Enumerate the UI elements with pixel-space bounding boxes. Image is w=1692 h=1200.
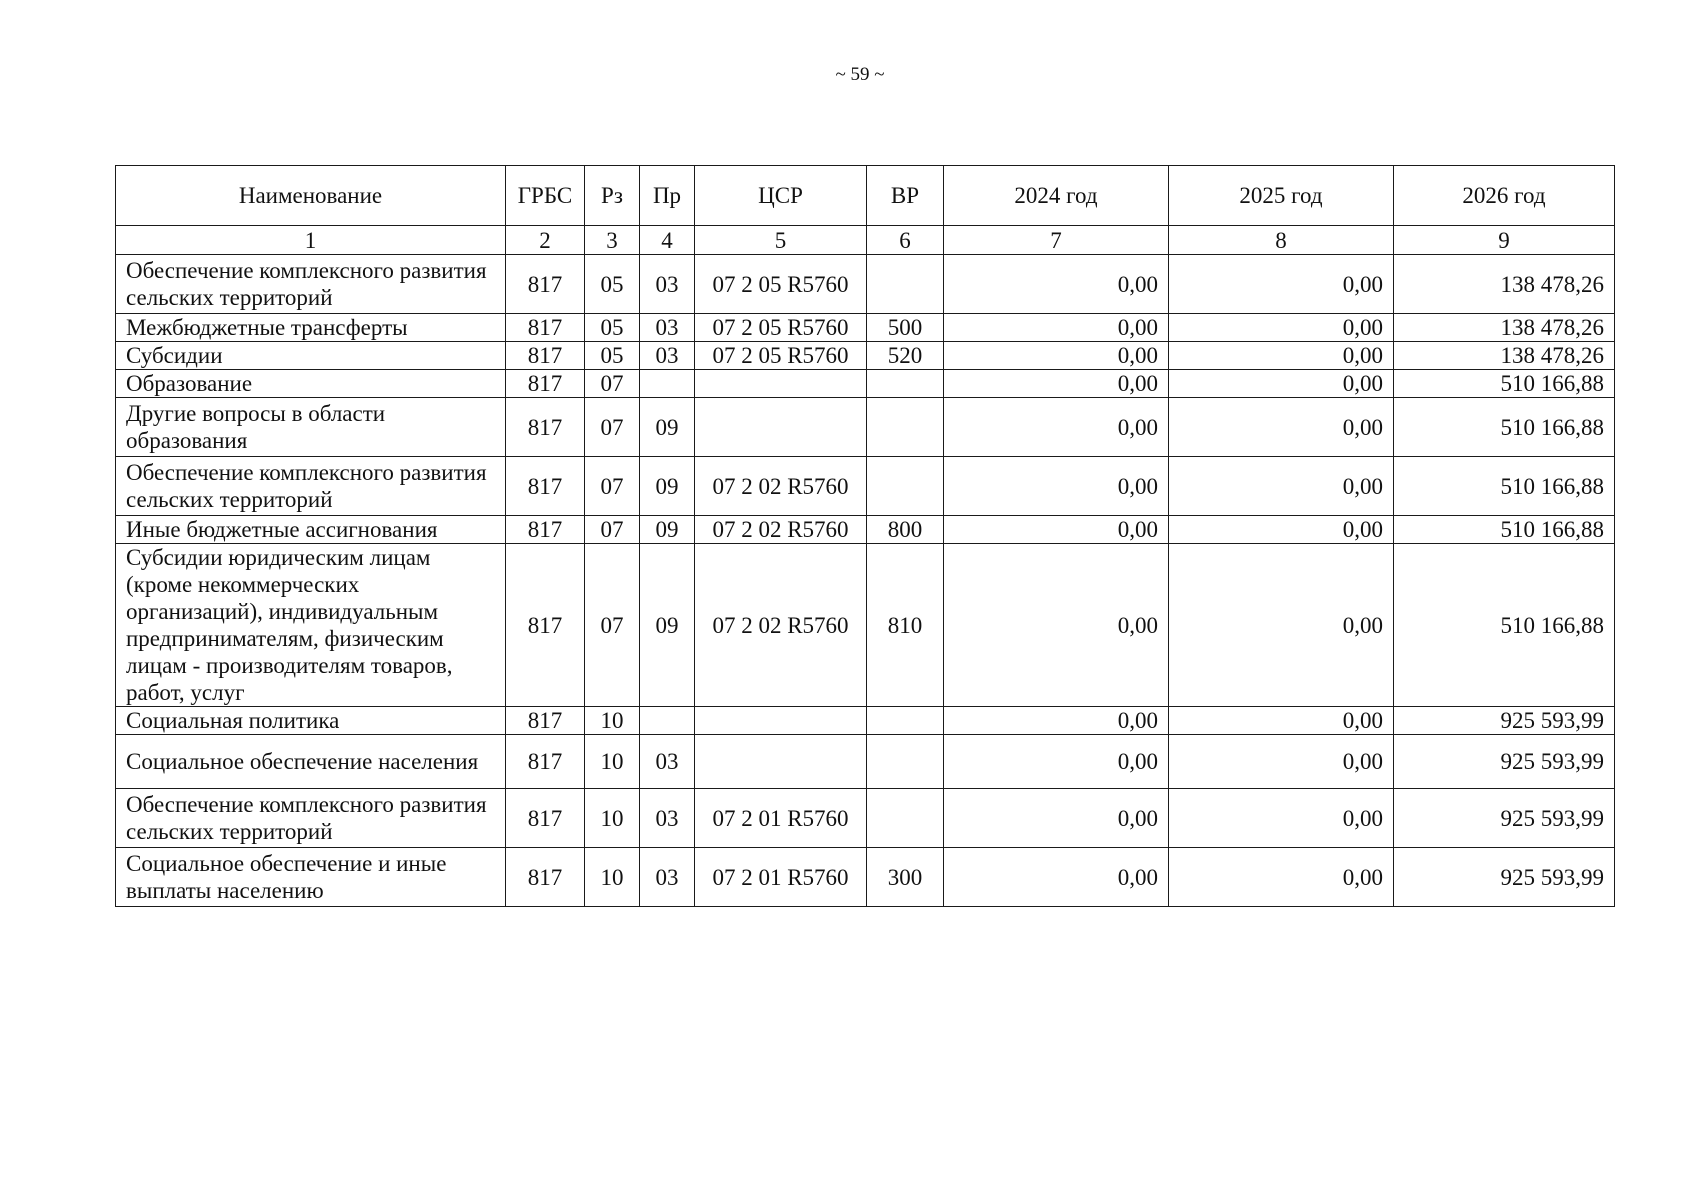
- row-name: Образование: [116, 370, 506, 398]
- row-name: Социальная политика: [116, 707, 506, 735]
- row-vr: 810: [867, 544, 944, 707]
- row-amount-2025: 0,00: [1169, 789, 1394, 848]
- row-name: Обеспечение комплексного развития сельских территорий: [116, 255, 506, 314]
- row-amount-2026: 510 166,88: [1394, 457, 1615, 516]
- header-vr: ВР: [867, 166, 944, 226]
- row-amount-2026: 138 478,26: [1394, 314, 1615, 342]
- row-rz: 07: [585, 457, 640, 516]
- header-grbs: ГРБС: [506, 166, 585, 226]
- row-vr: 500: [867, 314, 944, 342]
- page-number: ~ 59 ~: [835, 64, 885, 85]
- row-amount-2026: 510 166,88: [1394, 398, 1615, 457]
- row-amount-2025: 0,00: [1169, 544, 1394, 707]
- column-number: 5: [695, 226, 867, 255]
- row-rz: 07: [585, 516, 640, 544]
- row-csr: [695, 370, 867, 398]
- row-csr: [695, 398, 867, 457]
- row-rz: 10: [585, 735, 640, 789]
- row-vr: [867, 398, 944, 457]
- row-grbs: 817: [506, 342, 585, 370]
- table-row: [116, 342, 1615, 370]
- row-grbs: 817: [506, 707, 585, 735]
- row-vr: [867, 457, 944, 516]
- row-pr: 09: [640, 398, 695, 457]
- row-amount-2026: 510 166,88: [1394, 370, 1615, 398]
- column-number: 8: [1169, 226, 1394, 255]
- table-row: [116, 735, 1615, 789]
- row-rz: 05: [585, 342, 640, 370]
- header-2025: 2025 год: [1169, 166, 1394, 226]
- row-pr: [640, 707, 695, 735]
- row-rz: 10: [585, 707, 640, 735]
- column-number-row: [116, 226, 1615, 255]
- row-rz: 05: [585, 255, 640, 314]
- column-number: 9: [1394, 226, 1615, 255]
- row-pr: 03: [640, 735, 695, 789]
- row-csr: 07 2 05 R5760: [695, 314, 867, 342]
- row-rz: 05: [585, 314, 640, 342]
- header-name: Наименование: [116, 166, 506, 226]
- column-number: 7: [944, 226, 1169, 255]
- row-grbs: 817: [506, 789, 585, 848]
- row-csr: 07 2 01 R5760: [695, 789, 867, 848]
- row-pr: 09: [640, 544, 695, 707]
- row-vr: [867, 707, 944, 735]
- table-row: [116, 516, 1615, 544]
- row-name: Обеспечение комплексного развития сельских территорий: [116, 457, 506, 516]
- row-csr: 07 2 02 R5760: [695, 516, 867, 544]
- row-rz: 10: [585, 848, 640, 907]
- row-grbs: 817: [506, 735, 585, 789]
- column-number: 2: [506, 226, 585, 255]
- row-vr: [867, 370, 944, 398]
- header-rz: Рз: [585, 166, 640, 226]
- budget-table: [115, 165, 1615, 907]
- row-pr: 03: [640, 342, 695, 370]
- row-csr: 07 2 01 R5760: [695, 848, 867, 907]
- row-grbs: 817: [506, 457, 585, 516]
- table-row: [116, 398, 1615, 457]
- row-csr: 07 2 05 R5760: [695, 255, 867, 314]
- row-amount-2024: 0,00: [944, 255, 1169, 314]
- row-amount-2024: 0,00: [944, 370, 1169, 398]
- row-amount-2025: 0,00: [1169, 457, 1394, 516]
- row-amount-2026: 510 166,88: [1394, 544, 1615, 707]
- row-grbs: 817: [506, 314, 585, 342]
- row-csr: [695, 707, 867, 735]
- row-amount-2026: 510 166,88: [1394, 516, 1615, 544]
- row-grbs: 817: [506, 848, 585, 907]
- table-row: [116, 314, 1615, 342]
- row-name: Социальное обеспечение и иные выплаты населению: [116, 848, 506, 907]
- row-amount-2026: 925 593,99: [1394, 789, 1615, 848]
- row-amount-2025: 0,00: [1169, 398, 1394, 457]
- row-rz: 07: [585, 398, 640, 457]
- row-amount-2025: 0,00: [1169, 314, 1394, 342]
- row-grbs: 817: [506, 370, 585, 398]
- header-pr: Пр: [640, 166, 695, 226]
- row-vr: 300: [867, 848, 944, 907]
- row-csr: [695, 735, 867, 789]
- header-csr: ЦСР: [695, 166, 867, 226]
- row-amount-2024: 0,00: [944, 398, 1169, 457]
- row-pr: [640, 370, 695, 398]
- row-amount-2026: 138 478,26: [1394, 342, 1615, 370]
- row-amount-2024: 0,00: [944, 342, 1169, 370]
- row-amount-2025: 0,00: [1169, 370, 1394, 398]
- row-name: Межбюджетные трансферты: [116, 314, 506, 342]
- row-amount-2025: 0,00: [1169, 255, 1394, 314]
- row-csr: 07 2 02 R5760: [695, 544, 867, 707]
- row-name: Другие вопросы в области образования: [116, 398, 506, 457]
- row-csr: 07 2 05 R5760: [695, 342, 867, 370]
- row-name: Обеспечение комплексного развития сельских территорий: [116, 789, 506, 848]
- row-amount-2024: 0,00: [944, 848, 1169, 907]
- row-amount-2025: 0,00: [1169, 707, 1394, 735]
- row-pr: 03: [640, 314, 695, 342]
- row-amount-2024: 0,00: [944, 707, 1169, 735]
- row-rz: 10: [585, 789, 640, 848]
- row-amount-2025: 0,00: [1169, 848, 1394, 907]
- row-vr: 800: [867, 516, 944, 544]
- row-csr: 07 2 02 R5760: [695, 457, 867, 516]
- row-name: Социальное обеспечение населения: [116, 735, 506, 789]
- row-amount-2026: 925 593,99: [1394, 707, 1615, 735]
- row-amount-2025: 0,00: [1169, 342, 1394, 370]
- table-row: [116, 848, 1615, 907]
- row-rz: 07: [585, 370, 640, 398]
- row-amount-2024: 0,00: [944, 457, 1169, 516]
- row-grbs: 817: [506, 255, 585, 314]
- table-row: [116, 457, 1615, 516]
- header-2026: 2026 год: [1394, 166, 1615, 226]
- row-pr: 09: [640, 516, 695, 544]
- table-row: [116, 370, 1615, 398]
- row-rz: 07: [585, 544, 640, 707]
- row-vr: 520: [867, 342, 944, 370]
- row-pr: 09: [640, 457, 695, 516]
- row-pr: 03: [640, 789, 695, 848]
- column-number: 6: [867, 226, 944, 255]
- table-row: [116, 255, 1615, 314]
- row-name: Субсидии: [116, 342, 506, 370]
- row-amount-2026: 925 593,99: [1394, 735, 1615, 789]
- row-amount-2024: 0,00: [944, 516, 1169, 544]
- row-amount-2025: 0,00: [1169, 735, 1394, 789]
- column-number: 1: [116, 226, 506, 255]
- row-grbs: 817: [506, 398, 585, 457]
- row-amount-2024: 0,00: [944, 735, 1169, 789]
- column-number: 3: [585, 226, 640, 255]
- row-amount-2024: 0,00: [944, 544, 1169, 707]
- row-amount-2025: 0,00: [1169, 516, 1394, 544]
- table-row: [116, 544, 1615, 707]
- table-row: [116, 707, 1615, 735]
- row-amount-2024: 0,00: [944, 789, 1169, 848]
- row-vr: [867, 255, 944, 314]
- row-amount-2026: 925 593,99: [1394, 848, 1615, 907]
- row-name: Иные бюджетные ассигнования: [116, 516, 506, 544]
- row-vr: [867, 735, 944, 789]
- row-grbs: 817: [506, 516, 585, 544]
- row-vr: [867, 789, 944, 848]
- row-amount-2024: 0,00: [944, 314, 1169, 342]
- row-pr: 03: [640, 848, 695, 907]
- row-amount-2026: 138 478,26: [1394, 255, 1615, 314]
- column-number: 4: [640, 226, 695, 255]
- row-name: Субсидии юридическим лицам (кроме некоммерческих организаций), индивидуальным предпринимателям, физическим лицам - производителям товаров, работ, услуг: [116, 544, 506, 707]
- row-grbs: 817: [506, 544, 585, 707]
- row-pr: 03: [640, 255, 695, 314]
- header-row: [116, 166, 1615, 226]
- table-row: [116, 789, 1615, 848]
- header-2024: 2024 год: [944, 166, 1169, 226]
